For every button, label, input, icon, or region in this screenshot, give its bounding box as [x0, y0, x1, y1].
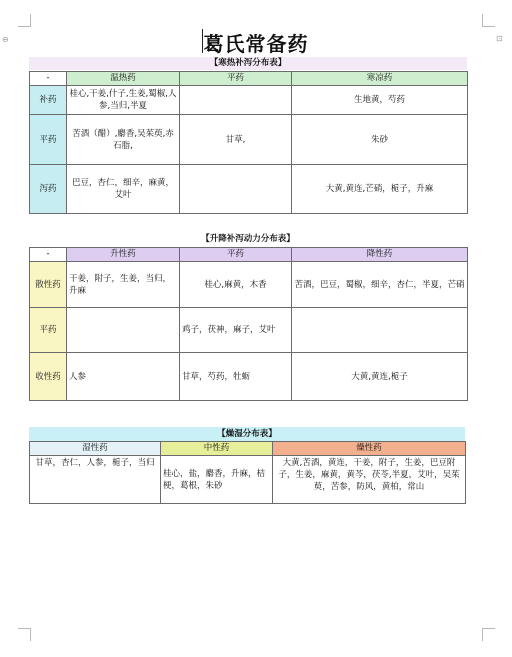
table-row [30, 262, 468, 308]
table-cell[interactable] [180, 165, 292, 214]
table-header-cell[interactable]: 温热药 [67, 72, 180, 86]
table-cell[interactable] [292, 308, 468, 353]
table-header-row [30, 72, 468, 86]
row-label-cell[interactable]: 平药 [30, 115, 67, 165]
page-corner-mark-bottom-left [18, 628, 31, 641]
dry-damp-table [29, 441, 466, 504]
table-cell[interactable]: 干姜，附子，生姜，当归，升麻 [67, 262, 180, 308]
table2-caption: 【升降补泻动力分布表】 [201, 234, 295, 244]
table-cell[interactable]: 鸡子，茯神，麻子，艾叶 [180, 308, 292, 353]
ascend-descend-table [29, 247, 468, 401]
table-row [30, 86, 468, 115]
table-row [30, 308, 468, 353]
table-header-cell[interactable]: 寒凉药 [292, 72, 468, 86]
table-header-cell[interactable]: 平药 [180, 248, 292, 262]
table-header-cell[interactable]: 平药 [180, 72, 292, 86]
table-header-cell[interactable]: - [30, 72, 67, 86]
table-cell[interactable]: 大黄,黄连,芒硝，栀子，升麻 [292, 165, 468, 214]
table-header-row [30, 248, 468, 262]
table-cell[interactable]: 甘草，芍药，牡蛎 [180, 353, 292, 401]
table-cell[interactable]: 苦酒，巴豆，蜀椒，细辛，杏仁，半夏，芒硝 [292, 262, 468, 308]
table-cell[interactable]: 甘草, [180, 115, 292, 165]
document-title[interactable]: 葛氏常备药 [203, 32, 309, 56]
margin-anchor-icon: ⊖ [2, 35, 9, 44]
table-cell[interactable] [180, 86, 292, 115]
row-label-cell[interactable]: 泻药 [30, 165, 67, 214]
table-cell[interactable]: 巴豆，杏仁，细辛，麻黄，艾叶 [67, 165, 180, 214]
table-cell[interactable]: 大黄,苦酒，黄连，干姜，附子，生姜，巴豆附子，生姜，麻黄，黄芩，茯苓,半夏，艾叶，吴茱萸，苦参，防风，黄柏，常山 [273, 456, 466, 504]
table-cell[interactable]: 桂心,干姜,什子,生姜,蜀椒,人参,当归,半夏 [67, 86, 180, 115]
row-label-cell[interactable]: 散性药 [30, 262, 67, 308]
table-header-cell[interactable]: 湿性药 [30, 442, 161, 456]
table-header-cell[interactable]: 燥性药 [273, 442, 466, 456]
page-corner-mark-top-left [18, 14, 31, 27]
table1-caption: 【寒热补泻分布表】 [29, 57, 467, 70]
table-cell[interactable]: 桂心,麻黄，木香 [180, 262, 292, 308]
table-cell[interactable]: 朱砂 [292, 115, 468, 165]
row-label-cell[interactable]: 补药 [30, 86, 67, 115]
table3-caption: 【燥湿分布表】 [29, 427, 465, 441]
table-header-cell[interactable]: 升性药 [67, 248, 180, 262]
page-corner-mark-top-right [482, 14, 495, 27]
table-cell[interactable]: 人参 [67, 353, 180, 401]
table-cell[interactable]: 生地黄，芍药 [292, 86, 468, 115]
comment-anchor-icon: ⊡ [496, 34, 503, 43]
table-header-cell[interactable]: 中性药 [161, 442, 273, 456]
table-header-cell[interactable]: - [30, 248, 67, 262]
table-cell[interactable]: 苦酒（醋）,麝香,吴茱萸,赤石脂, [67, 115, 180, 165]
row-label-cell[interactable]: 收性药 [30, 353, 67, 401]
table-header-row [30, 442, 466, 456]
table-cell[interactable] [67, 308, 180, 353]
row-label-cell[interactable]: 平药 [30, 308, 67, 353]
page-corner-mark-bottom-right [482, 628, 495, 641]
table-header-cell[interactable]: 降性药 [292, 248, 468, 262]
table-row [30, 353, 468, 401]
table-row [30, 115, 468, 165]
table-cell[interactable]: 甘草，杏仁，人参，栀子，当归 [30, 456, 161, 504]
table-cell[interactable]: 大黄,黄连,栀子 [292, 353, 468, 401]
table-cell[interactable]: 桂心，盐，麝香，升麻，桔梗，葛根，朱砂 [161, 456, 273, 504]
cold-heat-table [29, 71, 468, 214]
table-row [30, 456, 466, 504]
table-row [30, 165, 468, 214]
